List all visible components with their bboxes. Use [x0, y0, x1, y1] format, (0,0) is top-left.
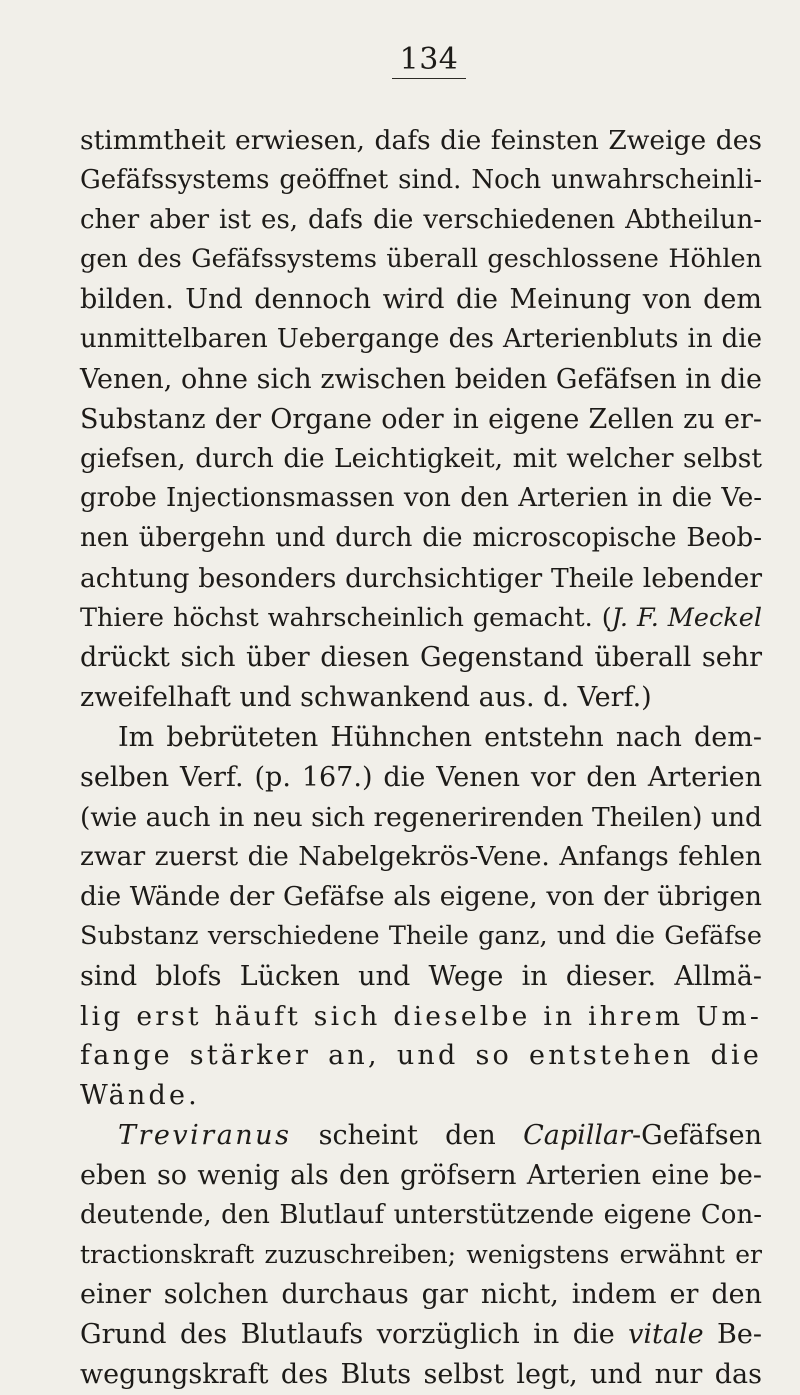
text-line: fange stärker an, und so entstehen die: [80, 1040, 762, 1072]
text-line: cher aber ist es, dafs die verschiedenen Abtheilun-: [80, 204, 762, 235]
text-line: wegungskraft des Bluts selbst legt, und nur das: [80, 1358, 762, 1390]
page-number: 134: [392, 42, 467, 79]
text-line: drückt sich über diesen Gegenstand überall sehr: [80, 642, 762, 674]
text-line: einer solchen durchaus gar nicht, indem er den: [80, 1279, 762, 1311]
author-name-spaced: Treviranus: [118, 1119, 292, 1151]
author-name-italic: J. F. Meckel: [611, 602, 762, 633]
text-line: (wie auch in neu sich regenerirenden Theilen) und: [80, 801, 762, 833]
text-line: zwar zuerst die Nabelgekrös-Vene. Anfangs fehlen: [80, 841, 762, 873]
text-line: Substanz der Organe oder in eigene Zellen zu er-: [80, 403, 762, 435]
text-line: Gefäfssystems geöffnet sind. Noch unwahrscheinli-: [80, 164, 762, 195]
term-italic: Capillar: [523, 1119, 633, 1151]
text-run: scheint den: [291, 1119, 524, 1151]
text-line: Wände.: [80, 1080, 200, 1112]
text-line: deutende, den Blutlauf unterstützende eigene Con-: [80, 1199, 762, 1230]
text-line: zweifelhaft und schwankend aus. d. Verf.): [80, 682, 652, 714]
text-line: giefsen, durch die Leichtigkeit, mit welcher selbst: [80, 443, 762, 475]
term-italic: vitale: [628, 1318, 704, 1350]
text-run: Grund des Blutlaufs vorzüglich in die: [80, 1318, 629, 1350]
text-line: sind blofs Lücken und Wege in dieser. Allmä-: [80, 960, 762, 992]
text-line: lig erst häuft sich dieselbe in ihrem Um-: [80, 1000, 762, 1032]
text-line: stimmtheit erwiesen, dafs die feinsten Zweige des: [80, 125, 762, 156]
text-line: [80, 1116, 762, 1156]
text-line: Im bebrüteten Hühnchen entstehn nach dem-: [118, 721, 762, 753]
text-line: bilden. Und dennoch wird die Meinung von dem: [80, 284, 762, 316]
text-line: [80, 1315, 762, 1355]
text-line: gen des Gefäfssystems überall geschlossene Höhlen: [80, 244, 762, 275]
text-line: unmittelbaren Uebergange des Arterienbluts in die: [80, 323, 762, 354]
text-run: -Gefäfsen: [632, 1119, 762, 1151]
text-line: eben so wenig als den gröfsern Arterien eine be-: [80, 1159, 762, 1191]
text-run: Be-: [703, 1318, 762, 1350]
text-line: [80, 599, 762, 639]
body-text: [80, 121, 762, 1395]
text-line: grobe Injectionsmassen von den Arterien in die Ve-: [80, 483, 762, 514]
text-line: tractionskraft zuzuschreiben; wenigstens erwähnt er: [80, 1240, 762, 1270]
text-line: selben Verf. (p. 167.) die Venen vor den Arterien: [80, 761, 762, 793]
text-run: Thiere höchst wahrscheinlich gemacht. (: [80, 602, 612, 633]
text-line: Venen, ohne sich zwischen beiden Gefäfsen in die: [80, 363, 762, 395]
text-line: die Wände der Gefäfse als eigene, von der übrigen: [80, 881, 762, 913]
text-line: achtung besonders durchsichtiger Theile lebender: [80, 562, 762, 594]
text-line: nen übergehn und durch die microscopische Beob-: [80, 522, 762, 553]
text-line: Substanz verschiedene Theile ganz, und die Gefäfse: [80, 920, 762, 951]
